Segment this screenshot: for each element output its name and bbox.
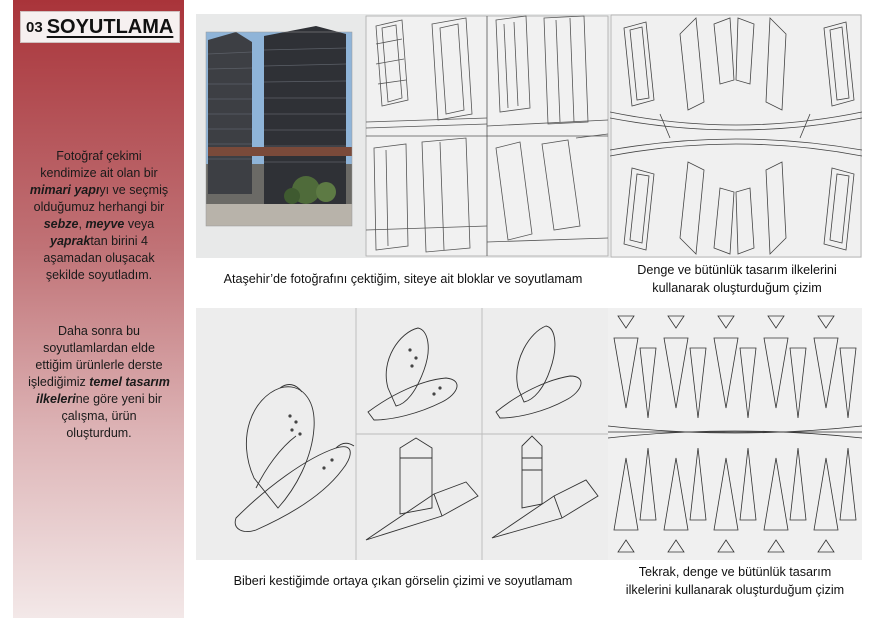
paragraph-2-line: soyutlamlardan elde: [43, 341, 155, 355]
paragraph-1-line: kendimize ait olan bir: [40, 166, 158, 180]
emphasis-text: temel tasarım: [89, 375, 170, 389]
repetition-drawing-panel: [608, 308, 862, 560]
sidebar-background: [13, 0, 184, 618]
paragraph-2-line: oluşturdum.: [66, 426, 132, 440]
repetition-pattern-drawing: [608, 308, 862, 560]
balance-unity-drawing-panel: [610, 14, 862, 258]
paragraph-2-line: işlediğimiz temel tasarım: [28, 375, 170, 389]
section-title: [20, 11, 180, 43]
caption-repetition-line-1: Tekrak, denge ve bütünlük tasarım: [638, 565, 832, 579]
description-paragraph-2: [18, 323, 180, 442]
caption-balance-line-2: kullanarak oluşturduğum çizim: [652, 281, 822, 295]
caption-pepper: Biberi kestiğimde ortaya çıkan görselin çizimi ve soyutlamam: [233, 574, 573, 588]
caption-balance-line-1: Denge ve bütünlük tasarım ilkelerini: [637, 263, 837, 277]
emphasis-text: mimari yapı: [29, 183, 100, 197]
building-abstraction-panel: [196, 14, 610, 258]
paragraph-1-line: sebze, meyve veya: [43, 217, 155, 231]
emphasis-text: meyve: [85, 217, 125, 231]
paragraph-2-line: Daha sonra bu: [57, 324, 140, 338]
section-title-text: SOYUTLAMA: [46, 15, 174, 38]
paragraph-1-line: olduğumuz herhangi bir: [33, 200, 165, 214]
building-photo: [206, 26, 352, 226]
paragraph-1-line: aşamadan oluşacak: [43, 251, 155, 265]
pepper-abstraction-panel: [196, 308, 610, 560]
paragraph-1-line: yapraktan birini 4: [50, 234, 148, 248]
paragraph-1-line: Fotoğraf çekimi: [56, 149, 142, 163]
paragraph-2-line: ilkelerine göre yeni bir: [36, 392, 162, 406]
paragraph-1-line: şekilde soyutladım.: [45, 268, 153, 282]
caption-repetition-line-2: ilkelerini kullanarak oluşturduğum çizim: [625, 583, 845, 597]
description-paragraph-1: [18, 148, 180, 284]
emphasis-text: ilkeleri: [36, 392, 76, 406]
section-number: 03: [26, 18, 43, 36]
emphasis-text: sebze: [43, 217, 79, 231]
paragraph-2-line: ettiğim ürünlerle derste: [35, 358, 163, 372]
building-abstraction-drawing: [196, 14, 610, 258]
paragraph-2-line: çalışma, ürün: [61, 409, 137, 423]
paragraph-1-line: mimari yapıyı ve seçmiş: [29, 183, 169, 197]
balance-unity-drawing: [610, 14, 862, 258]
emphasis-text: yaprak: [50, 234, 91, 248]
caption-building: Ataşehir’de fotoğrafını çektiğim, siteye ait bloklar ve soyutlamam: [223, 272, 583, 286]
pepper-abstraction-drawing: [196, 308, 610, 560]
